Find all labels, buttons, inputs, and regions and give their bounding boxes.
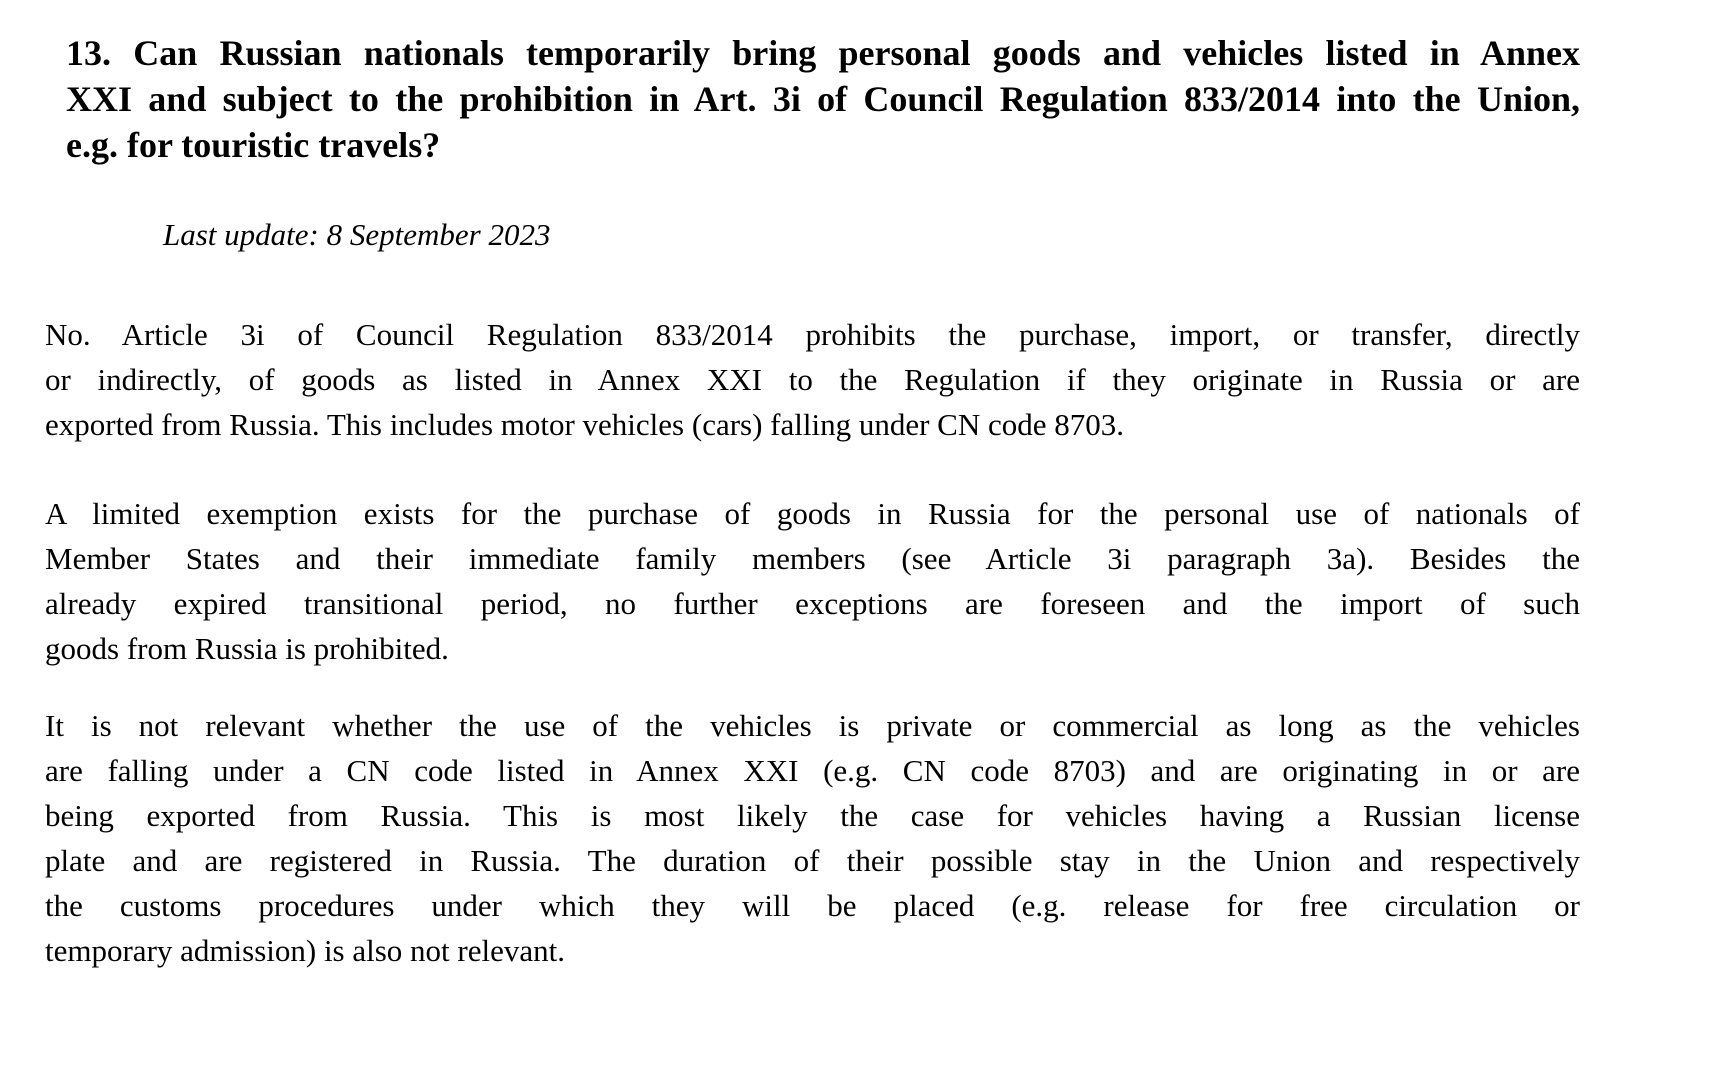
text-line: goods from Russia is prohibited. [45, 631, 449, 666]
text-line: temporary admission) is also not relevant. [45, 933, 565, 968]
text-line: are falling under a CN code listed in Annex XXI (e.g. CN code 8703) and are originating in or are [45, 753, 1580, 788]
text-line: exported from Russia. This includes motor vehicles (cars) falling under CN code 8703. [45, 407, 1125, 442]
text-line: A limited exemption exists for the purchase of goods in Russia for the personal use of nationals of [45, 496, 1580, 531]
text-line: already expired transitional period, no further exceptions are foreseen and the import of such [45, 586, 1580, 621]
text-line: No. Article 3i of Council Regulation 833/2014 prohibits the purchase, import, or transfer, directly [45, 317, 1580, 352]
text-line: or indirectly, of goods as listed in Annex XXI to the Regulation if they originate in Russia or are [45, 362, 1580, 397]
paragraph [45, 491, 1580, 671]
text-line: the customs procedures under which they will be placed (e.g. release for free circulation or [45, 888, 1580, 923]
paragraph [45, 312, 1580, 447]
text-line: plate and are registered in Russia. The duration of their possible stay in the Union and respectively [45, 843, 1580, 878]
text-line: e.g. for touristic travels? [66, 125, 441, 165]
paragraph [45, 703, 1580, 973]
text-line: XXI and subject to the prohibition in Art. 3i of Council Regulation 833/2014 into the Union, [66, 79, 1580, 119]
text-line: being exported from Russia. This is most likely the case for vehicles having a Russian license [45, 798, 1580, 833]
question-heading [66, 30, 1580, 168]
text-line: It is not relevant whether the use of the vehicles is private or commercial as long as the vehicles [45, 708, 1580, 743]
text-line: Member States and their immediate family members (see Article 3i paragraph 3a). Besides the [45, 541, 1580, 576]
last-update-line: Last update: 8 September 2023 [163, 217, 551, 252]
text-line: 13. Can Russian nationals temporarily bring personal goods and vehicles listed in Annex [66, 33, 1580, 73]
answer-body [45, 312, 1580, 973]
